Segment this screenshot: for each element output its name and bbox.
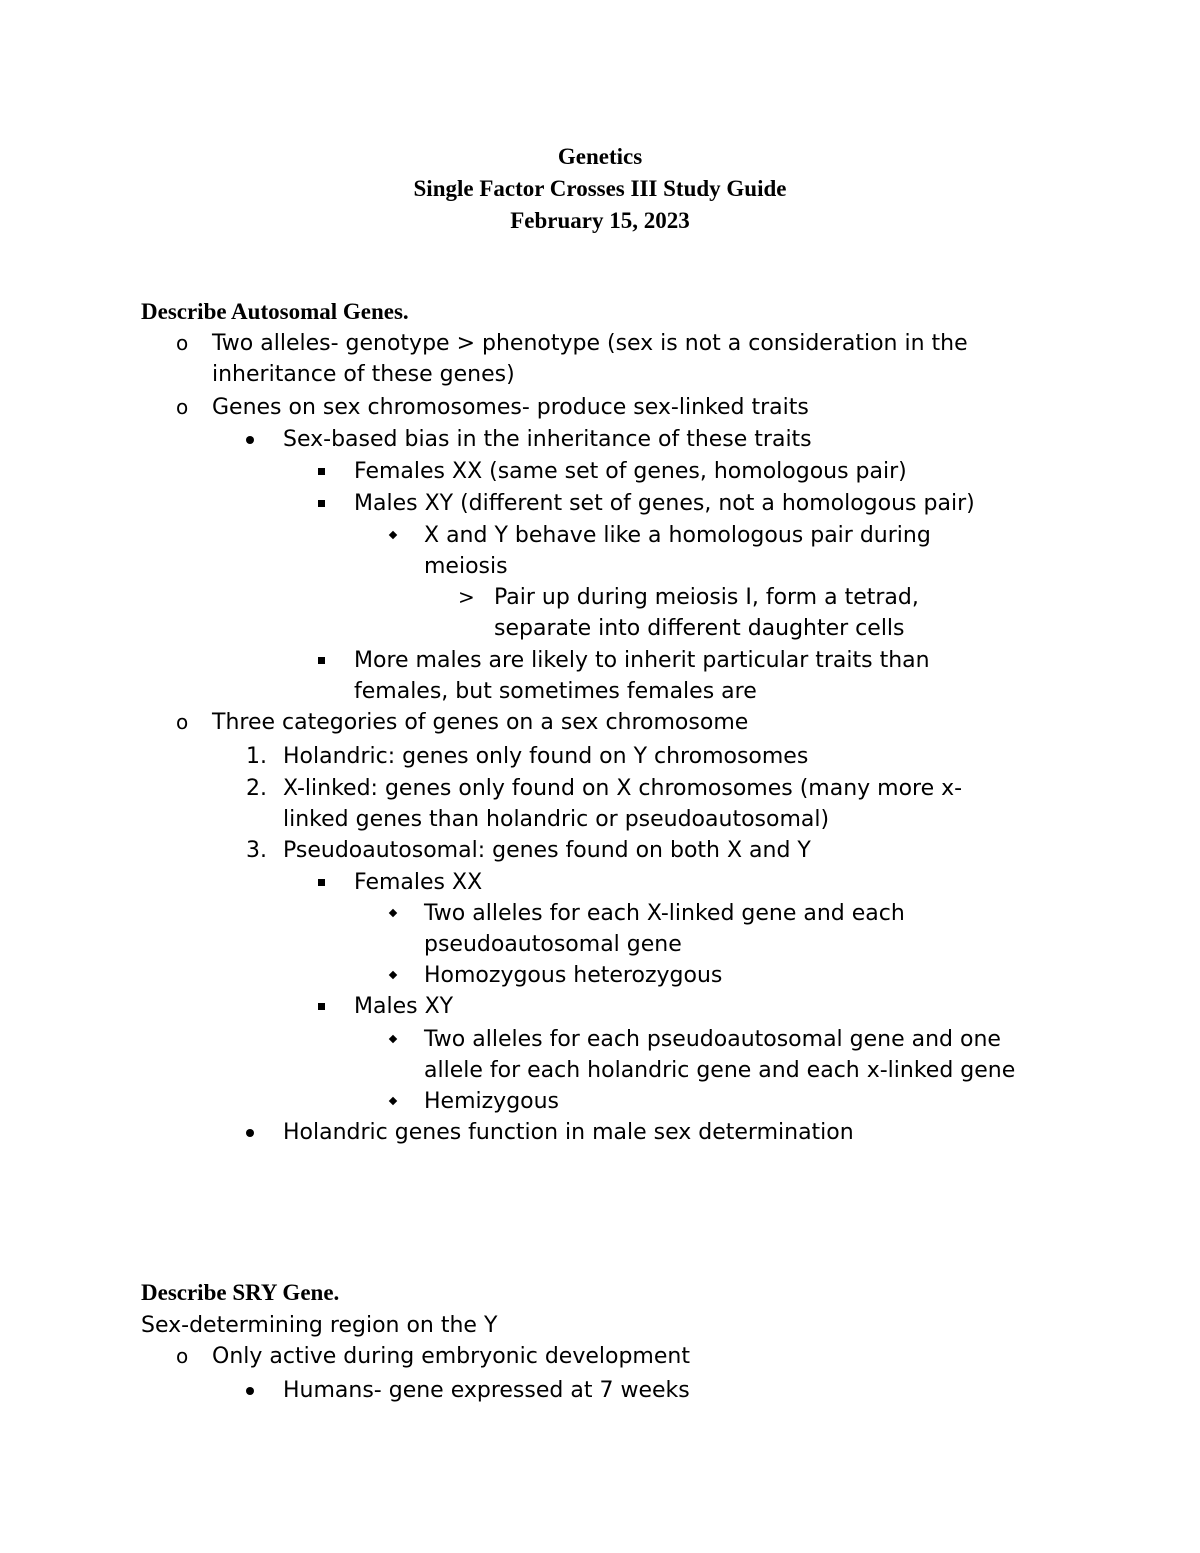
list-item-continuation: females, but sometimes females are [354,679,757,704]
list-item-continuation: linked genes than holandric or pseudoautosomal) [283,807,830,832]
diamond-bullet-icon [388,520,396,538]
circle-bullet-icon: o [176,395,189,419]
guide-date: February 15, 2023 [510,208,690,233]
list-item-continuation: allele for each holandric gene and each x-linked gene [424,1058,1016,1083]
disc-bullet-icon [246,1375,254,1395]
list-item-continuation: separate into different daughter cells [494,616,905,641]
circle-bullet-icon: o [176,710,189,734]
list-number: 3. [246,838,267,863]
sry-intro: Sex-determining region on the Y [141,1313,498,1338]
diamond-bullet-icon [388,960,396,978]
diamond-bullet-icon [388,898,396,916]
circle-bullet-icon: o [176,1344,189,1368]
guide-title: Single Factor Crosses III Study Guide [413,176,787,201]
list-item-continuation: meiosis [424,554,508,579]
circle-bullet-icon: o [176,331,189,355]
square-bullet-icon [318,867,325,886]
arrow-bullet-icon: > [458,585,475,609]
list-item-continuation: inheritance of these genes) [212,362,515,387]
list-number: 1. [246,744,267,769]
diamond-bullet-icon [388,1024,396,1042]
list-number: 2. [246,776,267,801]
section-heading-autosomal: Describe Autosomal Genes. [141,299,409,324]
disc-bullet-icon [246,1117,254,1137]
square-bullet-icon [318,645,325,664]
document-page: Genetics Single Factor Crosses III Study Guide February 15, 2023 Describe Autosomal Genes. o Two alleles- genotype > phenotype (sex is not a consideration in the inheritance of these genes) o Genes on sex chromosomes- produce sex-linked traits Sex-based bias in the inheritance of these traits Females XX (same set of genes, homologous pair) Males XY (different set of genes, not a homologous pair) X and Y behave like a homologous pair during meiosis > Pair up during meiosis I, form a tetrad, separate into different daughter cells More males are likely to inherit particular traits than females, but sometimes females are o Three categories of genes on a sex chromosome 1. Holandric: genes only found on Y chromosomes 2. X-linked: genes only found on X chromosomes (many more x- linked genes than holandric or pseudoautosomal) 3. Pseudoautosomal: genes found on both X and Y Females XX Two alleles for each X-linked gene and each pseudoautosomal gene Homozygous heterozygous Males XY Two alleles for each pseudoautosomal gene and one allele for each holandric gene and each x-linked gene Hemizygous Holandric genes function in male sex determination Describe SRY Gene. Sex-determining region on the Y o Only active during embryonic development Humans- gene expressed at 7 weeks [0,0,1200,1553]
square-bullet-icon [318,456,325,475]
section-heading-sry: Describe SRY Gene. [141,1280,340,1305]
square-bullet-icon [318,488,325,507]
list-item-continuation: pseudoautosomal gene [424,932,682,957]
diamond-bullet-icon [388,1086,396,1104]
disc-bullet-icon [246,424,254,444]
subject-title: Genetics [557,144,643,169]
square-bullet-icon [318,991,325,1010]
title-block [0,141,1200,237]
